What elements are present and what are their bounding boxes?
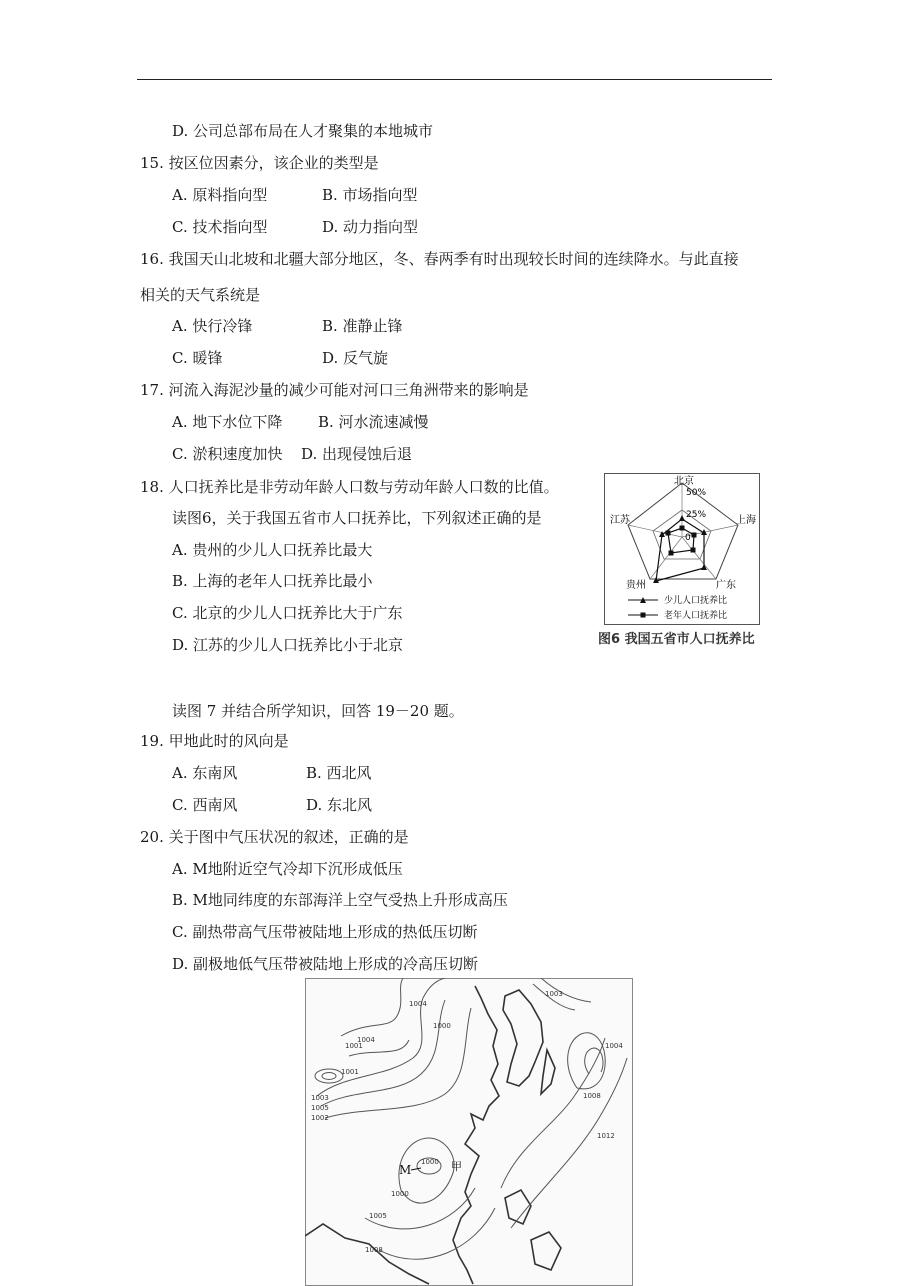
q19-option-a: A. 东南风: [172, 764, 238, 782]
legend-elder-label: 老年人口抚养比: [664, 611, 728, 621]
isobar-label: 1000: [433, 1022, 451, 1030]
q19-option-b: B. 西北风: [306, 764, 372, 782]
isobar-label: 1001: [345, 1042, 363, 1050]
label-m: M: [399, 1163, 412, 1177]
axis-label-jiangsu: 江苏: [610, 515, 630, 526]
q20-option-c: C. 副热带高气压带被陆地上形成的热低压切断: [172, 923, 478, 941]
ring-label-25: 25%: [686, 510, 707, 520]
isobar-label: 1001: [341, 1068, 359, 1076]
q14-option-d: D. 公司总部布局在人才聚集的本地城市: [172, 122, 434, 140]
isobar-label: 1004: [409, 1000, 427, 1008]
q19-option-d: D. 东北风: [306, 796, 373, 814]
isobar-label: 1000: [421, 1158, 439, 1166]
isobar-label: 1005: [311, 1104, 329, 1112]
ring-label-0: 0: [685, 533, 691, 543]
isobar-label: 1004: [605, 1042, 623, 1050]
q16-option-c: C. 暖锋: [172, 349, 223, 367]
q15-stem: 15. 按区位因素分，该企业的类型是: [140, 154, 379, 172]
isobar-label: 1000: [391, 1190, 409, 1198]
q17-option-d: D. 出现侵蚀后退: [301, 445, 413, 463]
q15-option-d: D. 动力指向型: [322, 218, 419, 236]
q20-stem: 20. 关于图中气压状况的叙述，正确的是: [140, 828, 409, 846]
figure6-radar-chart: [604, 473, 760, 625]
q19-stem: 19. 甲地此时的风向是: [140, 732, 289, 750]
q18-stem-line1: 18. 人口抚养比是非劳动年龄人口数与劳动年龄人口数的比值。: [140, 478, 559, 496]
q15-option-a: A. 原料指向型: [172, 186, 268, 204]
isobar-label: 1005: [369, 1212, 387, 1220]
isobar-label: 1012: [597, 1132, 615, 1140]
q20-option-d: D. 副极地低气压带被陆地上形成的冷高压切断: [172, 955, 479, 973]
q18-option-c: C. 北京的少儿人口抚养比大于广东: [172, 604, 403, 622]
legend-child-label: 少儿人口抚养比: [664, 596, 728, 606]
q15-option-b: B. 市场指向型: [322, 186, 418, 204]
figure6-caption: 图6 我国五省市人口抚养比: [598, 632, 755, 647]
q20-option-a: A. M地附近空气冷却下沉形成低压: [172, 860, 403, 878]
isobar-label: 1002: [311, 1114, 329, 1122]
q17-option-c: C. 淤积速度加快: [172, 445, 283, 463]
q19-option-c: C. 西南风: [172, 796, 238, 814]
q16-stem-line2: 相关的天气系统是: [140, 286, 261, 304]
ring-label-50: 50%: [686, 488, 707, 498]
q17-option-a: A. 地下水位下降: [172, 413, 283, 431]
intro-19-20: 读图 7 并结合所学知识，回答 19－20 题。: [172, 702, 464, 720]
q18-option-b: B. 上海的老年人口抚养比最小: [172, 572, 373, 590]
elder-point-jiangsu: [666, 531, 671, 536]
elder-point-guangdong: [691, 548, 696, 553]
isobar-label: 1003: [545, 990, 563, 998]
isobar-label: 1003: [311, 1094, 329, 1102]
q15-option-c: C. 技术指向型: [172, 218, 268, 236]
q18-option-a: A. 贵州的少儿人口抚养比最大: [172, 541, 373, 559]
q16-option-d: D. 反气旋: [322, 349, 389, 367]
q18-option-d: D. 江苏的少儿人口抚养比小于北京: [172, 636, 404, 654]
isobar-label: 1008: [365, 1246, 383, 1254]
axis-label-guizhou: 贵州: [626, 580, 646, 591]
figure7-isobar-map: [305, 978, 633, 1286]
axis-label-shanghai: 上海: [736, 515, 756, 526]
isobar-label: 1004: [357, 1036, 375, 1044]
axis-label-guangdong: 广东: [716, 580, 736, 591]
q20-option-b: B. M地同纬度的东部海洋上空气受热上升形成高压: [172, 891, 508, 909]
q16-stem-line1: 16. 我国天山北坡和北疆大部分地区，冬、春两季有时出现较长时间的连续降水。与此直接: [140, 250, 739, 268]
axis-label-beijing: 北京: [674, 476, 694, 487]
elder-point-beijing: [680, 526, 685, 531]
label-jia: 甲: [451, 1160, 462, 1173]
elder-point-guizhou: [669, 551, 674, 556]
q16-option-a: A. 快行冷锋: [172, 317, 253, 335]
q16-option-b: B. 准静止锋: [322, 317, 403, 335]
legend-elder-marker: [641, 613, 646, 618]
isobar-label: 1008: [583, 1092, 601, 1100]
header-rule: [137, 79, 772, 80]
q17-stem: 17. 河流入海泥沙量的减少可能对河口三角洲带来的影响是: [140, 381, 529, 399]
q18-stem-line2: 读图6，关于我国五省市人口抚养比，下列叙述正确的是: [172, 509, 542, 527]
q17-option-b: B. 河水流速减慢: [318, 413, 429, 431]
elder-point-shanghai: [692, 533, 697, 538]
